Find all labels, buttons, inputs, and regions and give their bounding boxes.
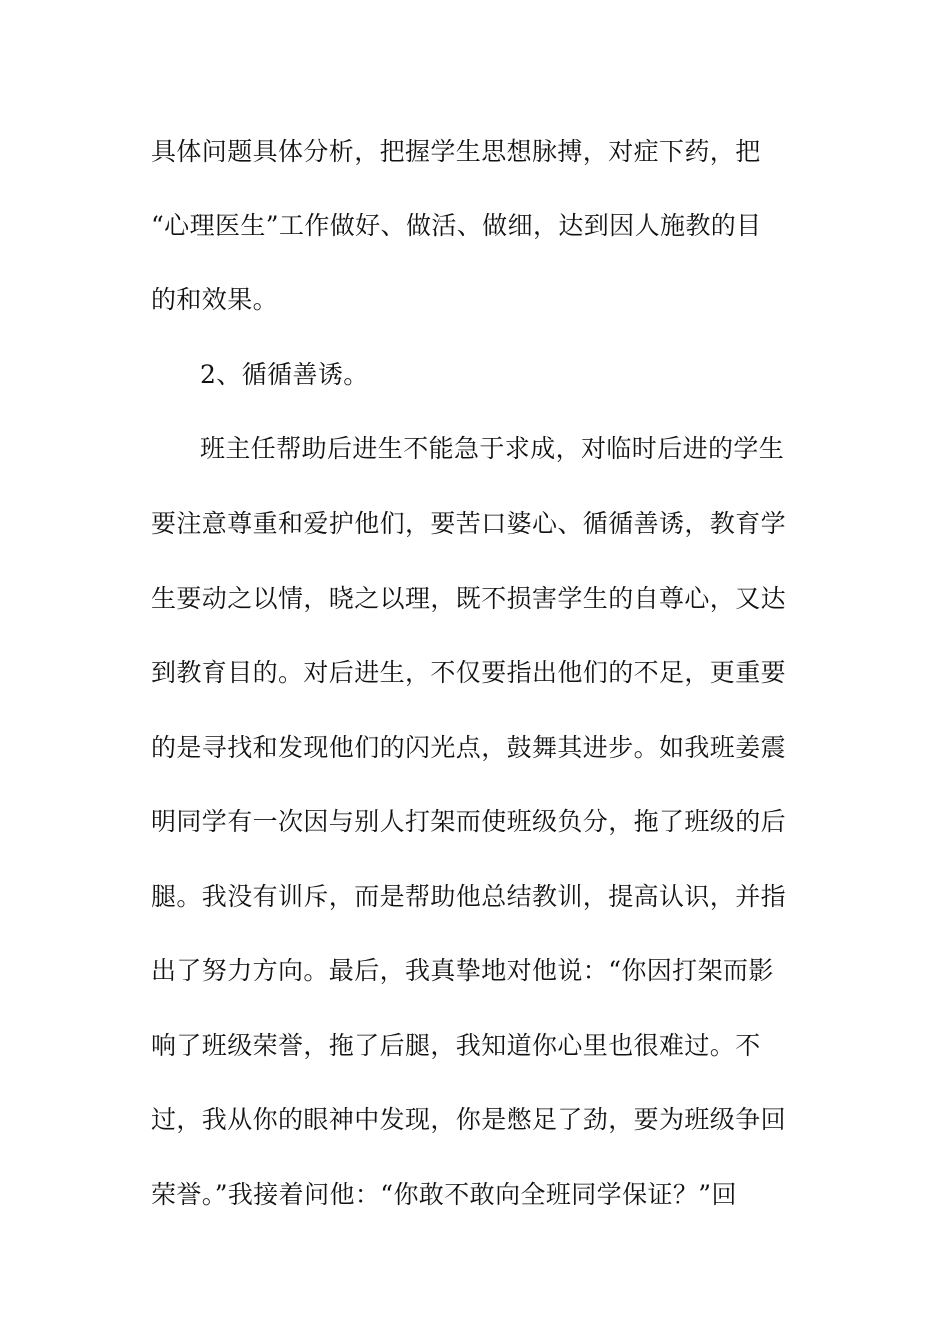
text-line: 要注意尊重和爱护他们，要苦口婆心、循循善诱，教育学 bbox=[151, 509, 787, 538]
text-line: 过，我从你的眼神中发现，你是憋足了劲，要为班级争回 bbox=[151, 1105, 787, 1134]
text-line: 生要动之以情，晓之以理，既不损害学生的自尊心，又达 bbox=[151, 584, 787, 613]
text-line: 具体问题具体分析，把握学生思想脉搏，对症下药，把 bbox=[151, 137, 761, 166]
text-line: 的是寻找和发现他们的闪光点，鼓舞其进步。如我班姜震 bbox=[151, 733, 787, 762]
text-line: 到教育目的。对后进生，不仅要指出他们的不足，更重要 bbox=[151, 658, 787, 687]
text-line: 明同学有一次因与别人打架而使班级负分，拖了班级的后 bbox=[151, 807, 787, 836]
text-line: “心理医生”工作做好、做活、做细，达到因人施教的目 bbox=[151, 211, 762, 240]
text-line: 的和效果。 bbox=[151, 285, 279, 314]
text-line: 出了努力方向。最后，我真挚地对他说：“你因打架而影 bbox=[151, 956, 774, 985]
text-line: 腿。我没有训斥，而是帮助他总结教训，提高认识，并指 bbox=[151, 882, 787, 911]
section-heading: 2、循循善诱。 bbox=[200, 360, 369, 389]
text-line: 班主任帮助后进生不能急于求成，对临时后进的学生 bbox=[200, 434, 785, 463]
text-line: 响了班级荣誉，拖了后腿，我知道你心里也很难过。不 bbox=[151, 1031, 761, 1060]
text-line: 荣誉。”我接着问他：“你敢不敢向全班同学保证？”回 bbox=[151, 1180, 737, 1209]
